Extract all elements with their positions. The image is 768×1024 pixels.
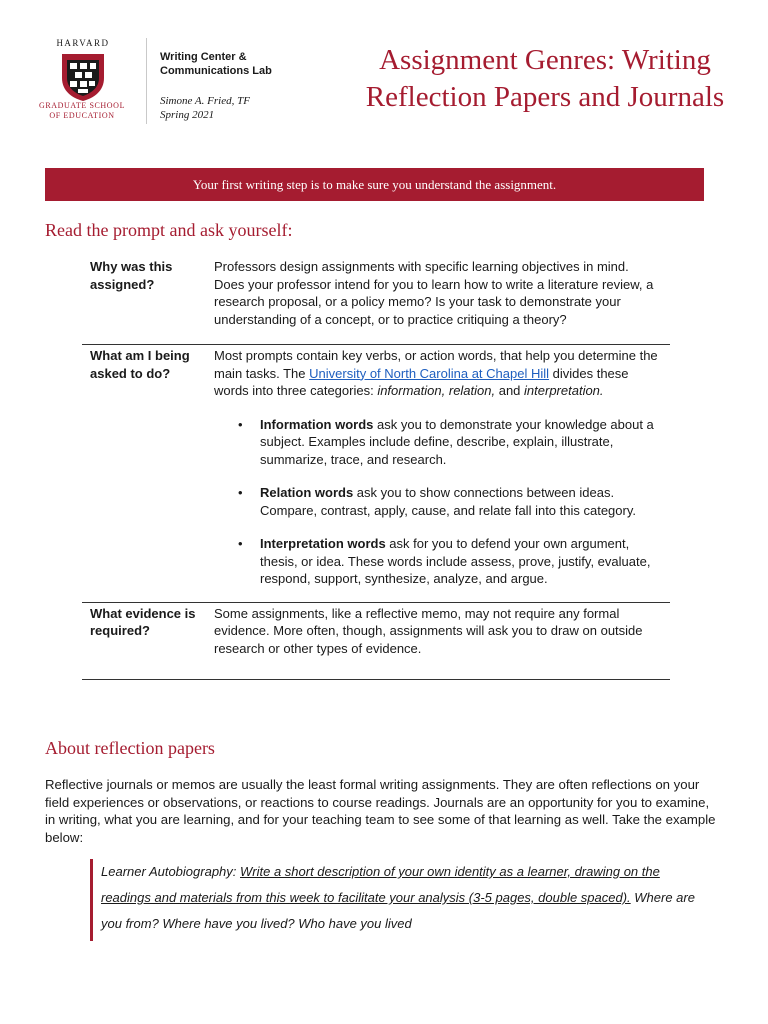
- bullet-text: ask you to demonstrate your knowledge about a subject. Examples include define, describe, explain, illustrate, summarize, trace, and research.: [260, 416, 654, 467]
- question-cell: What am I being asked to do?: [82, 345, 210, 603]
- intro-text: Most prompts contain key verbs, or action words, that help you determine the main tasks. The: [214, 348, 658, 381]
- section-heading-about: About reflection papers: [45, 738, 215, 758]
- table-row: [82, 602, 670, 680]
- banner-text: Your first writing step is to make sure you understand the assignment.: [192, 176, 557, 192]
- list-item: [260, 484, 662, 519]
- question-cell: What evidence is required?: [82, 602, 210, 680]
- author-name: Simone A. Fried, TF: [160, 95, 250, 107]
- example-rest: Where are you from? Where have you lived? Who have you lived: [101, 890, 695, 931]
- document-title: [340, 42, 750, 116]
- list-item: [260, 416, 662, 469]
- writing-center-line2: Communications Lab: [160, 65, 272, 77]
- category-information: information,: [377, 383, 446, 398]
- intro-text-2: divides these words into three categories:: [214, 365, 629, 398]
- writing-center-label: [160, 50, 340, 78]
- bullet-term: Relation words: [260, 485, 354, 500]
- document-title-line2: Reflection Papers and Journals: [365, 81, 725, 113]
- author-info: [160, 94, 340, 122]
- table-row: [82, 345, 670, 603]
- answer-cell: Some assignments, like a reflective memo, may not require any formal evidence. More often, though, assignments will ask you to draw on outside research or other types of evidence.: [210, 602, 670, 680]
- list-item: [260, 535, 662, 588]
- logo-harvard-text: HARVARD: [56, 38, 110, 48]
- logo-gse-line2: OF EDUCATION: [49, 111, 115, 120]
- logo-gse-line1: GRADUATE SCHOOL: [38, 101, 126, 110]
- verb-categories-list: [214, 416, 662, 588]
- example-lead: Learner Autobiography:: [101, 864, 241, 879]
- category-relation: relation,: [448, 383, 496, 398]
- banner: [45, 168, 704, 201]
- header-divider: [146, 38, 147, 124]
- unc-link[interactable]: University of North Carolina at Chapel Hill: [309, 365, 550, 381]
- prompt-questions-table: [82, 257, 670, 680]
- verbs-intro: [214, 347, 662, 400]
- answer-cell: Professors design assignments with specific learning objectives in mind. Does your professor intend for you to learn how to write a literature review, a research proposal, or a policy memo? Is your task to demonstrate your understanding of a concept, or to practice critiquing a theory?: [210, 257, 670, 345]
- example-underlined: Write a short description of your own identity as a learner, drawing on the readings and materials from this week to facilitate your analysis (3-5 pages, double spaced).: [101, 864, 660, 905]
- author-term: Spring 2021: [160, 109, 215, 121]
- answer-cell: [210, 345, 670, 603]
- question-cell: Why was this assigned?: [82, 257, 210, 345]
- section-heading-prompt: Read the prompt and ask yourself:: [45, 220, 293, 240]
- logo-gse-text: [28, 101, 136, 121]
- table-row: [82, 257, 670, 345]
- document-title-line1: Assignment Genres: Writing: [379, 44, 711, 76]
- bullet-term: Interpretation words: [260, 536, 386, 551]
- bullet-text: ask you to show connections between ideas. Compare, contrast, apply, cause, and relate fall into this category.: [260, 485, 636, 518]
- bullet-text: ask for you to defend your own argument, thesis, or idea. These words include assess, prove, justify, evaluate, respond, support, synthesize, analyze, and argue.: [260, 536, 651, 586]
- example-quote: [90, 859, 701, 941]
- and-text: and: [495, 383, 525, 398]
- category-interpretation: interpretation.: [524, 383, 604, 398]
- writing-center-line1: Writing Center &: [160, 51, 247, 63]
- harvard-shield-icon: [60, 52, 106, 102]
- bullet-term: Information words: [260, 416, 374, 432]
- about-paragraph: Reflective journals or memos are usually the least formal writing assignments. They are often reflections on your field experiences or observations, or reactions to course readings. Journals are an opportunity for you to examine, in writing, what you are learning, and for your teaching team to see some of that learning as well. Take the example below:: [45, 777, 716, 845]
